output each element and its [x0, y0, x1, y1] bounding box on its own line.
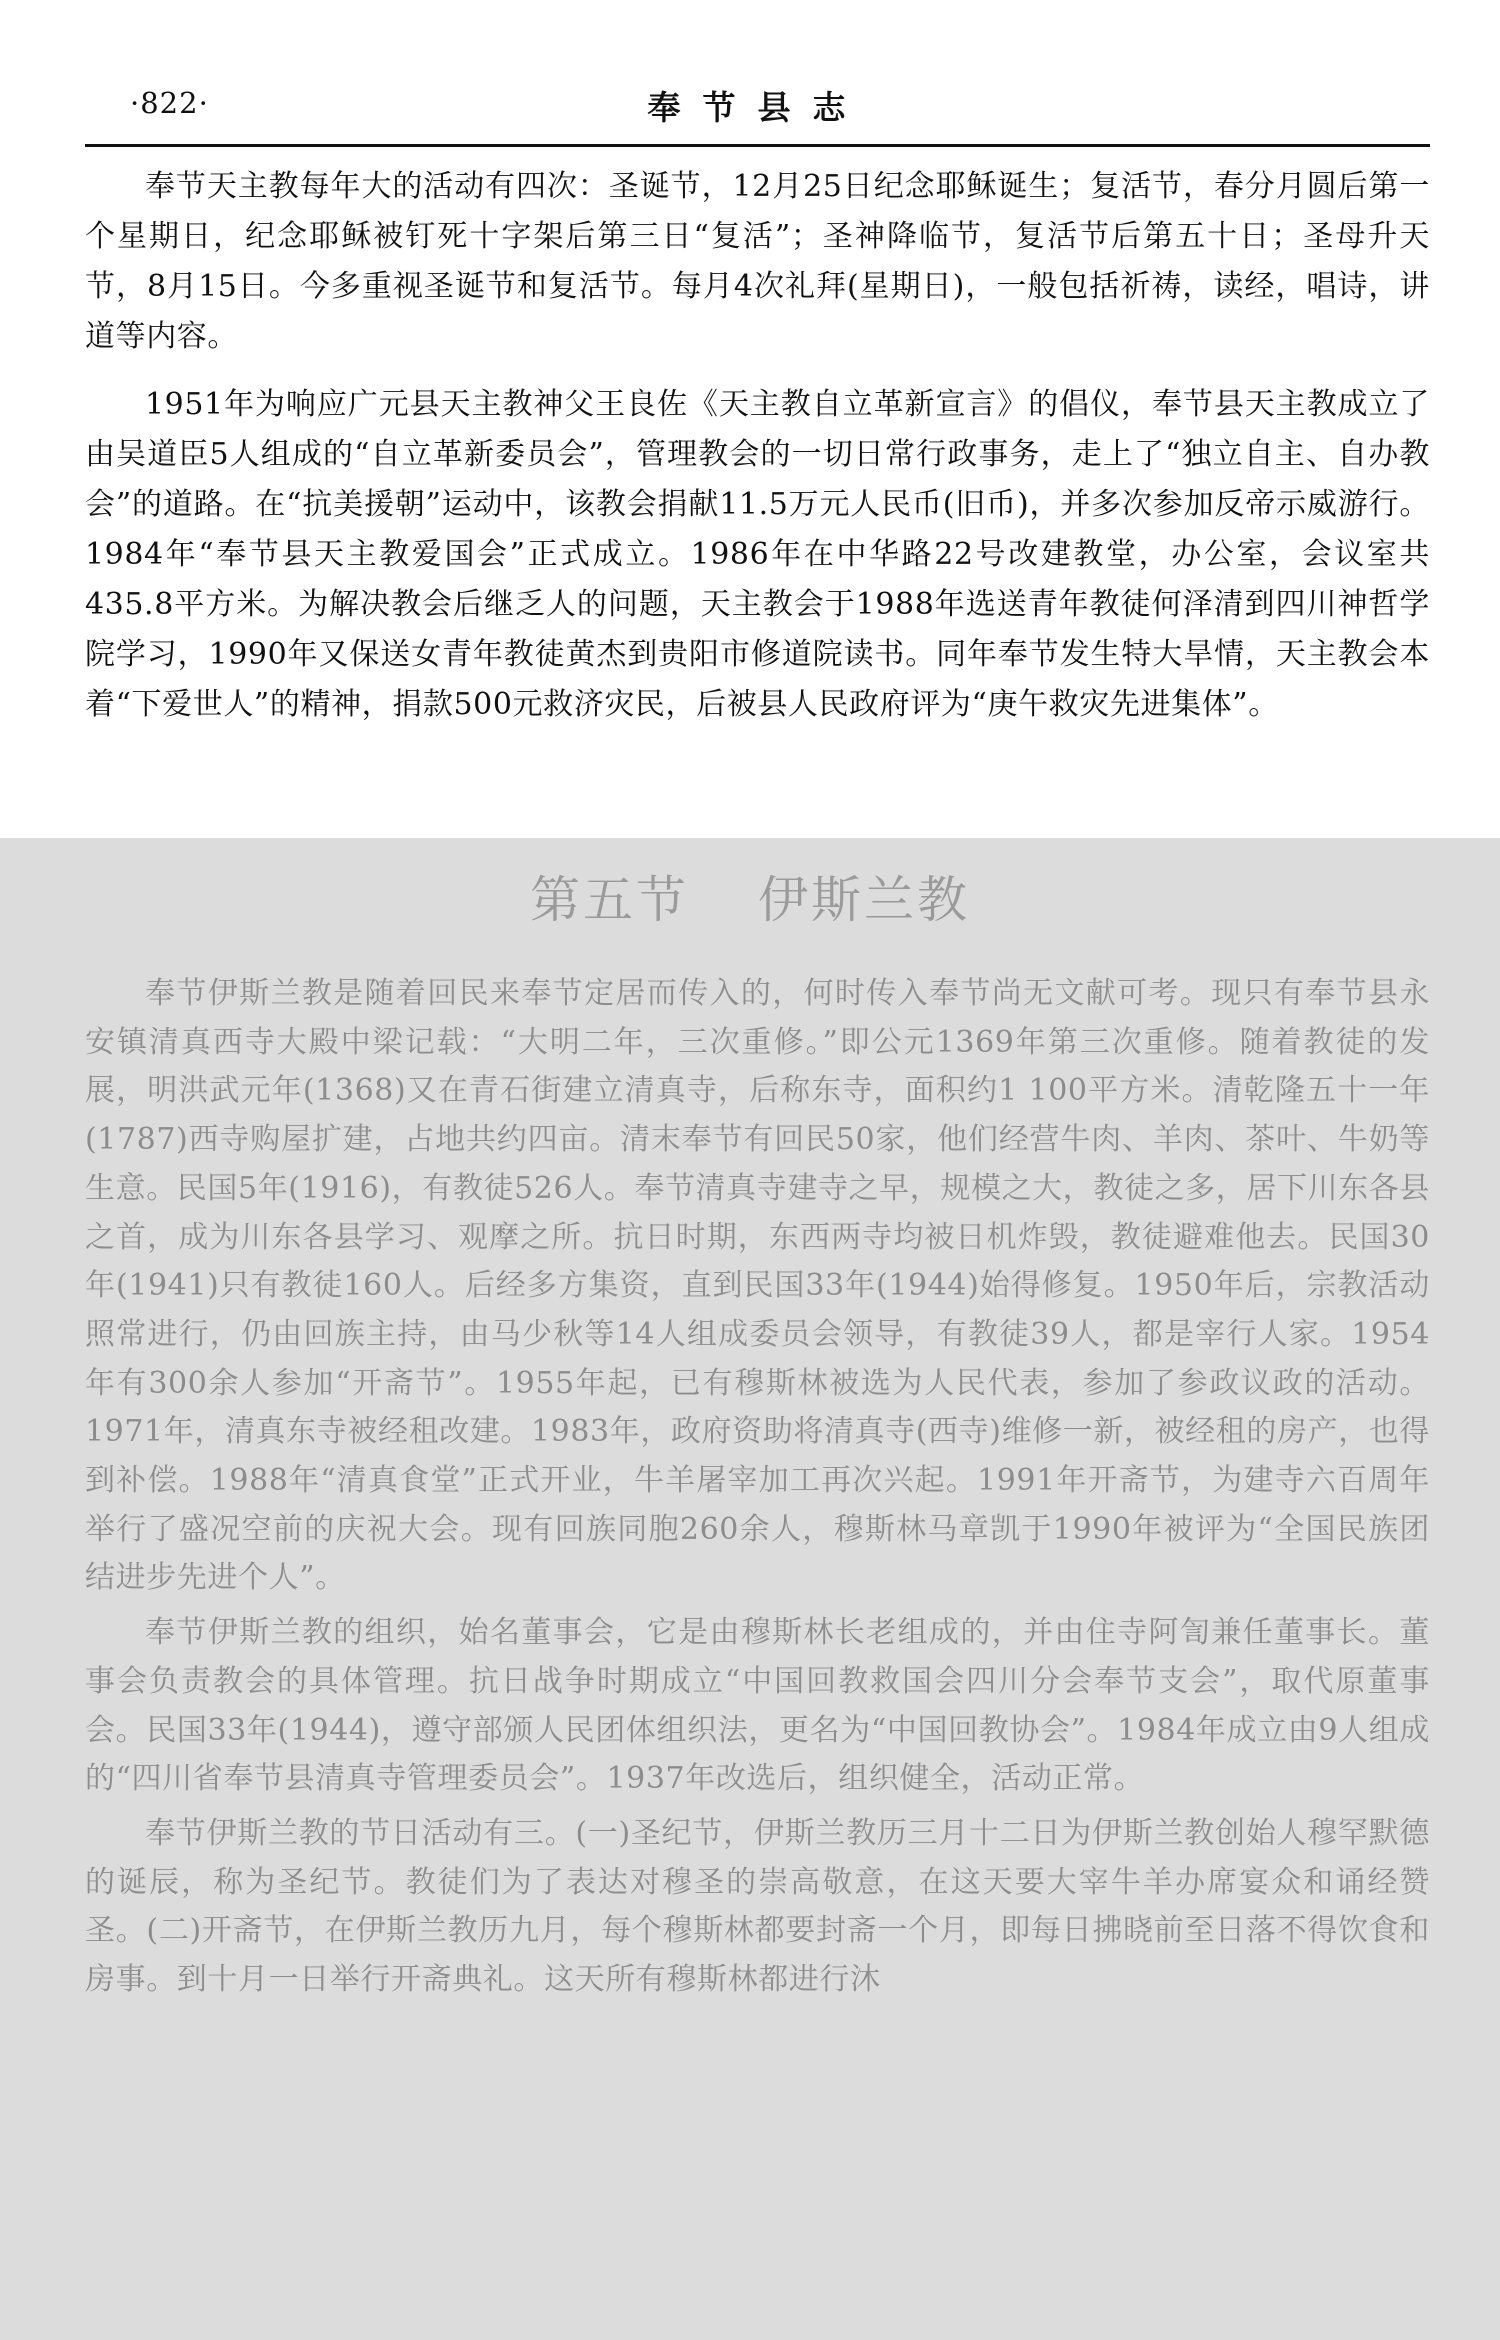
body-paragraph: 奉节伊斯兰教的节日活动有三。(一)圣纪节，伊斯兰教历三月十二日为伊斯兰教创始人穆罕默德的诞辰，称为圣纪节。教徒们为了表达对穆圣的崇高敬意，在这天要大宰牛羊办席宴众和诵经赞圣。(二)开斋节，在伊斯兰教历九月，每个穆斯林都要封斋一个月，即每日拂晓前至日落不得饮食和房事。到十月一日举行开斋典礼。这天所有穆斯林都进行沐 [85, 1815, 1430, 1998]
section-heading: 第五节 伊斯兰教 [530, 871, 970, 929]
body-paragraph: 奉节伊斯兰教是随着回民来奉节定居而传入的，何时传入奉节尚无文献可考。现只有奉节县永安镇清真西寺大殿中梁记载：“大明二年，三次重修。”即公元1369年第三次重修。随着教徒的发展，明洪武元年(1368)又在青石街建立清真寺，后称东寺，面积约1 100平方米。清乾隆五十一年(1787)西寺购屋扩建，占地共约四亩。清末奉节有回民50家，他们经营牛肉、羊肉、茶叶、牛奶等生意。民国5年(1916)，有教徒526人。奉节清真寺建寺之早，规模之大，教徒之多，居下川东各县之首，成为川东各县学习、观摩之所。抗日时期，东西两寺均被日机炸毁，教徒避难他去。民国30年(1941)只有教徒160人。后经多方集资，直到民国33年(1944)始得修复。1950年后，宗教活动照常进行，仍由回族主持，由马少秋等14人组成委员会领导，有教徒39人，都是宰行人家。1954年有300余人参加“开斋节”。1955年起，已有穆斯林被选为人民代表，参加了参政议政的活动。1971年，清真东寺被经租改建。1983年，政府资助将清真寺(西寺)维修一新，被经租的房产，也得到补偿。1988年“清真食堂”正式开业，牛羊屠宰加工再次兴起。1991年开斋节，为建寺六百周年举行了盛况空前的庆祝大会。现有回族同胞260余人，穆斯林马章凯于1990年被评为“全国民族团结进步先进个人”。 [85, 976, 1430, 1596]
page-header [85, 82, 1430, 147]
body-paragraph: 奉节天主教每年大的活动有四次：圣诞节，12月25日纪念耶稣诞生；复活节，春分月圆后第一个星期日，纪念耶稣被钉死十字架后第三日“复活”；圣神降临节，复活节后第五十日；圣母升天节，8月15日。今多重视圣诞节和复活节。每月4次礼拜(星期日)，一般包括祈祷，读经，唱诗，讲道等内容。 [85, 169, 1430, 354]
section-body [85, 970, 1430, 2005]
body-paragraph: 奉节伊斯兰教的组织，始名董事会，它是由穆斯林长老组成的，并由住寺阿訇兼任董事长。董事会负责教会的具体管理。抗日战争时期成立“中国回教救国会四川分会奉节支会”，取代原董事会。民国33年(1944)，遵守部颁人民团体组织法，更名为“中国回教协会”。1984年成立由9人组成的“四川省奉节县清真寺管理委员会”。1937年改选后，组织健全，活动正常。 [85, 1615, 1430, 1797]
islam-section [0, 838, 1500, 2340]
running-title: 奉节县志 [647, 88, 868, 127]
body-paragraph: 1951年为响应广元县天主教神父王良佐《天主教自立革新宣言》的倡仪，奉节县天主教成立了由吴道臣5人组成的“自立革新委员会”，管理教会的一切日常行政事务，走上了“独立自主、自办教会”的道路。在“抗美援朝”运动中，该教会捐献11.5万元人民币(旧币)，并多次参加反帝示威游行。1984年“奉节县天主教爱国会”正式成立。1986年在中华路22号改建教堂，办公室，会议室共435.8平方米。为解决教会后继乏人的问题，天主教会于1988年选送青年教徒何泽清到四川神哲学院学习，1990年又保送女青年教徒黄杰到贵阳市修道院读书。同年奉节发生特大旱情，天主教会本着“下爱世人”的精神，捐款500元救济灾民，后被县人民政府评为“庚午救灾先进集体”。 [85, 387, 1430, 722]
catholic-section-continued [85, 162, 1430, 730]
page-number: ·822· [130, 86, 209, 120]
